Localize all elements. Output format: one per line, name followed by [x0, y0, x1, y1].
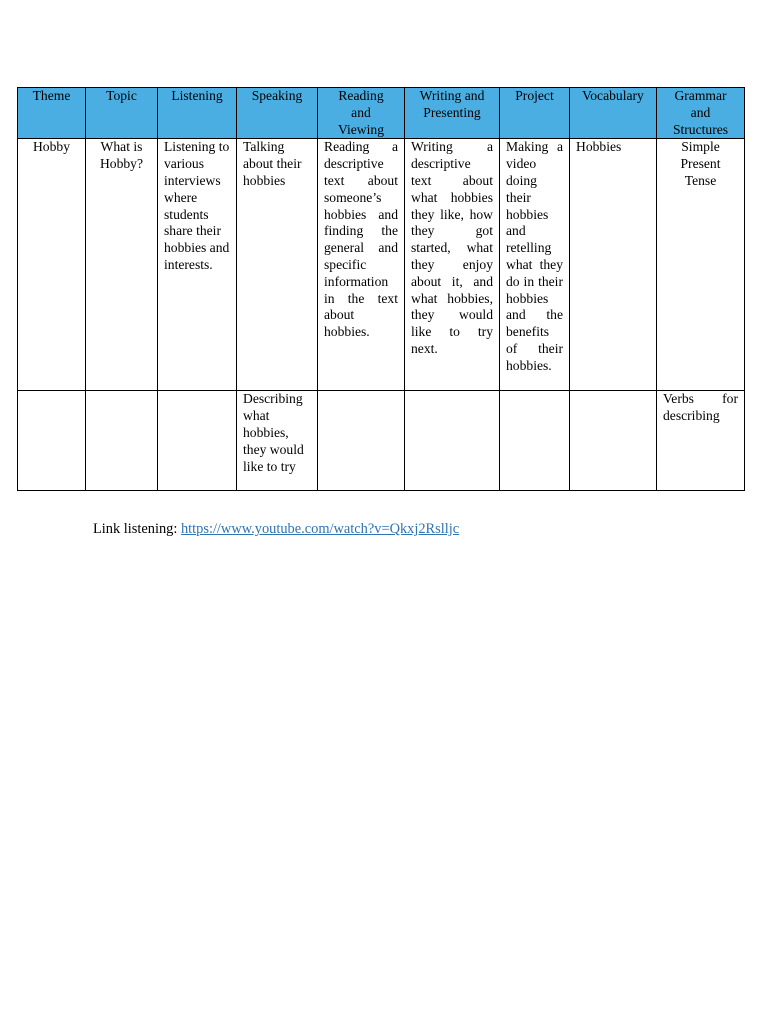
header-grammar-and-structures: Grammar and Structures — [657, 88, 745, 139]
table-row — [18, 391, 745, 491]
header-project: Project — [500, 88, 570, 139]
cell-writing-and-presenting: Writing a descriptive text about what hobbies they like, how they got started, what they enjoy about it, and what hobbies, they would like to try next. — [405, 139, 500, 391]
cell-vocabulary — [570, 391, 657, 491]
cell-reading-and-viewing: Reading a descriptive text about someone’s hobbies and finding the general and specific information in the text about hobbies. — [318, 139, 405, 391]
cell-project — [500, 391, 570, 491]
cell-grammar: Simple Present Tense — [657, 139, 745, 391]
cell-listening — [158, 391, 237, 491]
cell-project: Making a video doing their hobbies and retelling what they do in their hobbies and the benefits of their hobbies. — [500, 139, 570, 391]
header-vocabulary: Vocabulary — [570, 88, 657, 139]
header-theme: Theme — [18, 88, 86, 139]
cell-grammar: Verbs for describing — [657, 391, 745, 491]
cell-speaking: Describing what hobbies, they would like to try — [237, 391, 318, 491]
syllabus-table — [17, 87, 745, 491]
cell-reading-and-viewing — [318, 391, 405, 491]
header-reading-and-viewing: Reading and Viewing — [318, 88, 405, 139]
listening-link-line — [93, 520, 459, 538]
cell-topic — [86, 391, 158, 491]
cell-writing-and-presenting — [405, 391, 500, 491]
header-writing-and-presenting: Writing and Presenting — [405, 88, 500, 139]
table-header-row — [18, 88, 745, 139]
header-listening: Listening — [158, 88, 237, 139]
cell-theme: Hobby — [18, 139, 86, 391]
cell-topic: What is Hobby? — [86, 139, 158, 391]
cell-theme — [18, 391, 86, 491]
cell-listening: Listening to various interviews where students share their hobbies and interests. — [158, 139, 237, 391]
cell-vocabulary: Hobbies — [570, 139, 657, 391]
table-row — [18, 139, 745, 391]
cell-speaking: Talking about their hobbies — [237, 139, 318, 391]
link-label: Link listening: — [93, 521, 181, 537]
header-speaking: Speaking — [237, 88, 318, 139]
header-topic: Topic — [86, 88, 158, 139]
youtube-link[interactable]: https://www.youtube.com/watch?v=Qkxj2Rslljc — [180, 521, 460, 537]
